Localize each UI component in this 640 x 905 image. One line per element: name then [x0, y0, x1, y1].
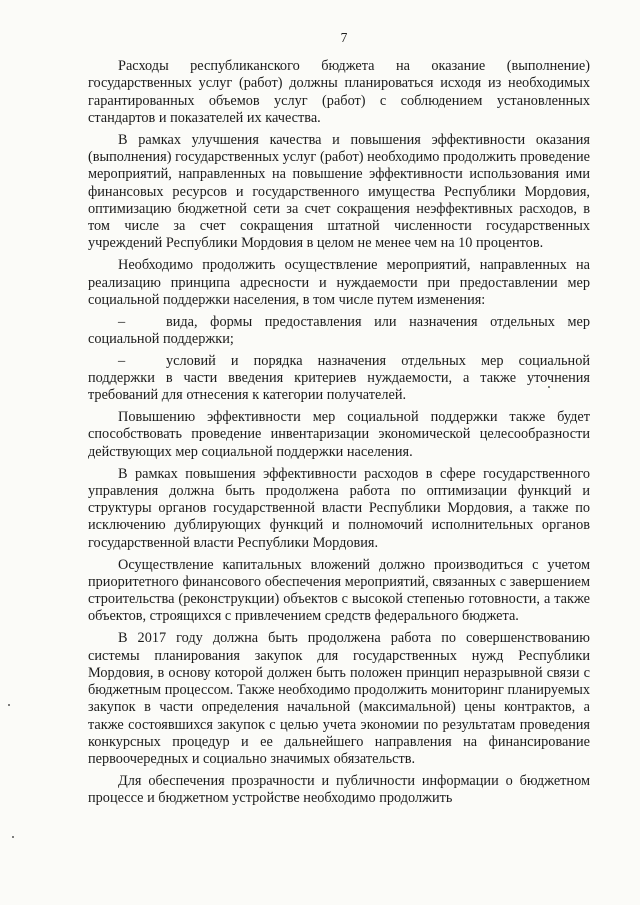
list-item-2	[88, 353, 590, 405]
paragraph-1: Расходы республиканского бюджета на оказание (выполнение) государственных услуг (работ) должны планироваться исходя из необходимых гарантированных объемов услуг (работ) с соблюдением установленных стандартов и показателей их качества.	[88, 58, 590, 126]
page-number: 7	[340, 30, 348, 45]
paragraph-3: Необходимо продолжить осуществление мероприятий, направленных на реализацию принципа адресности и нуждаемости при предоставлении мер социальной поддержки населения, в том числе путем изменения:	[88, 257, 590, 308]
scan-speck	[8, 704, 10, 706]
dash-marker: –	[118, 313, 126, 330]
list-item-text: вида, формы предоставления или назначения отдельных мер социальной поддержки;	[88, 313, 590, 347]
paragraph-5: В рамках повышения эффективности расходов в сфере государственного управления должна быть продолжена работа по оптимизации функций и структуры органов государственной власти Республики Мордовия, а также по исключению дублирующих функций и полномочий исполнительных органов государственной власти Республики Мордовия.	[88, 465, 590, 551]
paragraph-8: Для обеспечения прозрачности и публичности информации о бюджетном процессе и бюджетном устройстве необходимо продолжить	[88, 773, 590, 807]
scan-speck	[548, 386, 550, 388]
paragraph-7: В 2017 году должна быть продолжена работа по совершенствованию системы планирования закупок для государственных нужд Республики Мордовия, в основу которой должен быть положен принцип неразрывной связи с бюджетным процессом. Также необходимо продолжить мониторинг планируемых закупок в части определения начальной (максимальной) цены контрактов, а также состоявшихся закупок с целью учета экономии по результатам проведения конкурсных процедур и ее дальнейшего направления на финансирование первоочередных и социально значимых обязательств.	[88, 630, 590, 768]
list-item-text: условий и порядка назначения отдельных мер социальной поддержки в части введения критериев нуждаемости, а также уточнения требований для отнесения к категории получателей.	[88, 352, 590, 404]
list-item-1	[88, 314, 590, 349]
scan-speck	[12, 836, 14, 838]
dash-marker: –	[118, 352, 126, 369]
paragraph-6: Осуществление капитальных вложений должно производиться с учетом приоритетного финансового обеспечения мероприятий, связанных с завершением строительства (реконструкции) объектов с высокой степенью готовности, а также объектов, строящихся с привлечением средств федерального бюджета.	[88, 556, 590, 625]
paragraph-2: В рамках улучшения качества и повышения эффективности оказания (выполнения) государственных услуг (работ) необходимо продолжить проведение мероприятий, направленных на повышение эффективности использования ими финансовых ресурсов и государственного имущества Республики Мордовия, оптимизацию бюджетной сети за счет сокращения неэффективных расходов, в том числе за счет сокращения штатной численности государственных учреждений Республики Мордовия в целом не менее чем на 10 процентов.	[88, 131, 590, 252]
paragraph-4: Повышению эффективности мер социальной поддержки также будет способствовать проведение инвентаризации экономической целесообразности действующих мер социальной поддержки населения.	[88, 409, 590, 460]
